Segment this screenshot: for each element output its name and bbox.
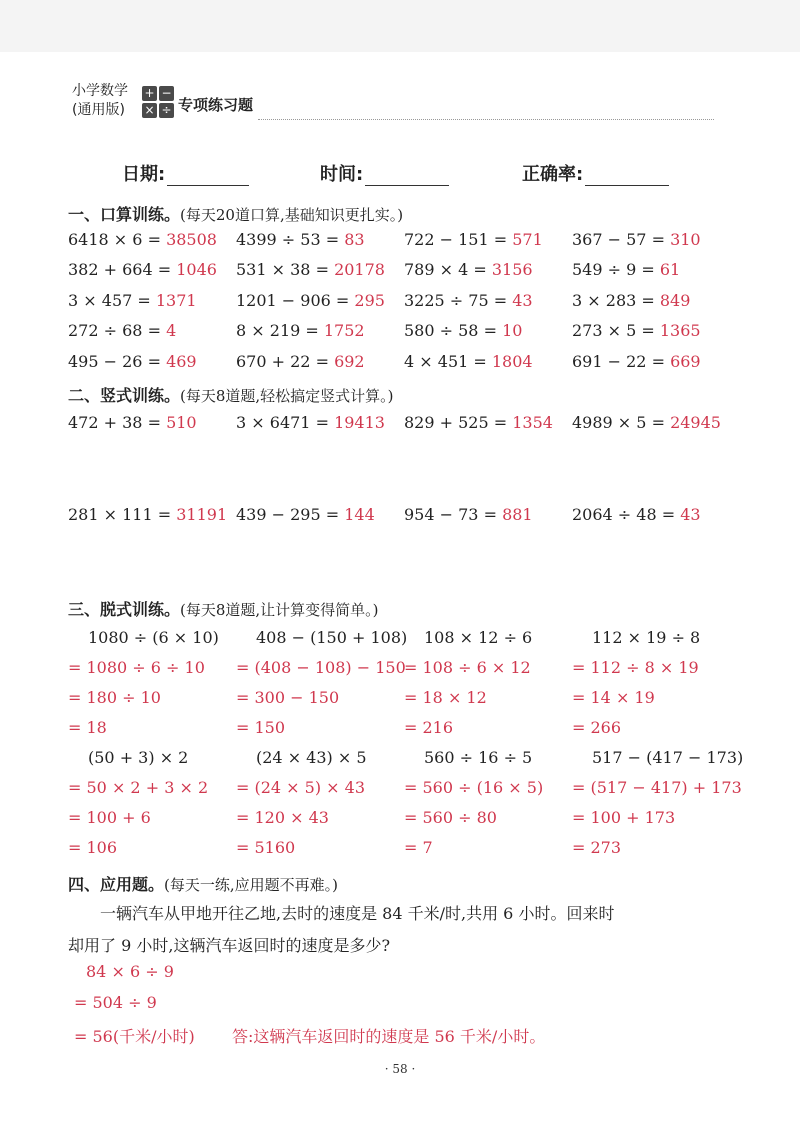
section-1-note: (每天20道口算,基础知识更扎实。)	[180, 206, 404, 224]
equation	[68, 505, 227, 524]
stepwise-step: = 273	[572, 838, 622, 857]
equation-answer: 849	[659, 291, 691, 310]
equation-question: 4989 × 5 =	[572, 413, 671, 432]
equation-answer: 310	[670, 230, 701, 249]
stepwise-step: = 1080 ÷ 6 ÷ 10	[68, 658, 205, 677]
date-blank[interactable]	[167, 163, 249, 186]
equation-answer: 1046	[176, 260, 217, 279]
equation-question: 531 × 38 =	[236, 260, 335, 279]
equation-answer: 3156	[491, 260, 533, 279]
stepwise-problem: 1080 ÷ (6 × 10)	[88, 628, 219, 647]
equation-question: 439 − 295 =	[236, 505, 345, 524]
section-2-note: (每天8道题,轻松搞定竖式计算。)	[180, 387, 394, 405]
equation	[404, 413, 553, 432]
date-label: 日期:	[122, 164, 166, 185]
equation-answer: 4	[166, 321, 177, 340]
equation-answer: 510	[166, 413, 197, 432]
equation	[236, 413, 385, 432]
equation-question: 3 × 457 =	[68, 291, 156, 310]
stepwise-step: = 112 ÷ 8 × 19	[572, 658, 699, 677]
date-field	[122, 160, 249, 186]
accuracy-label: 正确率:	[522, 164, 584, 185]
equation-row	[68, 505, 748, 531]
stepwise-problem: 517 − (417 − 173)	[592, 748, 744, 767]
equation	[236, 260, 385, 279]
equation-answer: 61	[659, 260, 681, 279]
equation-answer: 1354	[512, 413, 553, 432]
minus-icon: −	[159, 86, 174, 101]
equation	[404, 352, 533, 371]
equation-question: 789 × 4 =	[404, 260, 492, 279]
section-3-heading	[68, 597, 379, 620]
stepwise-step: = 300 − 150	[236, 688, 340, 707]
solution-step-2: = 504 ÷ 9	[74, 993, 157, 1012]
equation-answer: 469	[166, 352, 197, 371]
equation-question: 6418 × 6 =	[68, 230, 167, 249]
stepwise-step: = 5160	[236, 838, 296, 857]
equation-row	[68, 321, 748, 347]
info-bar	[122, 160, 702, 190]
equation	[236, 321, 365, 340]
solution-step-3: = 56(千米/小时)	[74, 1027, 195, 1046]
stepwise-problem: 560 ÷ 16 ÷ 5	[424, 748, 533, 767]
section-4-note: (每天一练,应用题不再难。)	[164, 876, 338, 894]
equation	[68, 321, 176, 340]
equation-question: 549 ÷ 9 =	[572, 260, 660, 279]
equation-row	[68, 260, 748, 286]
equation-answer: 1804	[491, 352, 533, 371]
equation-question: 495 − 26 =	[68, 352, 167, 371]
plus-icon: +	[142, 86, 157, 101]
equation-question: 4399 ÷ 53 =	[236, 230, 345, 249]
section-3-title: 三、脱式训练。	[68, 600, 181, 619]
brand-line-2: (通用版)	[72, 102, 125, 118]
equation-question: 580 ÷ 58 =	[404, 321, 503, 340]
stepwise-step: = 560 ÷ (16 × 5)	[404, 778, 544, 797]
section-1-title: 一、口算训练。	[68, 205, 181, 224]
equation-answer: 43	[680, 505, 701, 524]
stepwise-problem: 112 × 19 ÷ 8	[592, 628, 701, 647]
times-icon: ×	[142, 103, 157, 118]
equation-question: 382 + 664 =	[68, 260, 177, 279]
brand-line-1: 小学数学	[72, 83, 128, 99]
stepwise-problem: 108 × 12 ÷ 6	[424, 628, 533, 647]
equation	[404, 260, 533, 279]
equation-question: 8 × 219 =	[236, 321, 324, 340]
equation-question: 722 − 151 =	[404, 230, 513, 249]
stepwise-step: = (517 − 417) + 173	[572, 778, 742, 797]
equation	[572, 352, 701, 371]
equation	[68, 413, 197, 432]
stepwise-step: = (408 − 108) − 150	[236, 658, 406, 677]
equation-answer: 19413	[334, 413, 385, 432]
equation-row	[68, 413, 748, 439]
accuracy-field	[522, 160, 669, 186]
stepwise-step: = 7	[404, 838, 433, 857]
equation-answer: 31191	[176, 505, 228, 524]
equation-answer: 20178	[334, 260, 385, 279]
time-blank[interactable]	[365, 163, 449, 186]
equation-question: 272 ÷ 68 =	[68, 321, 167, 340]
time-field	[320, 160, 449, 186]
equation-question: 3 × 283 =	[572, 291, 660, 310]
equation	[236, 505, 375, 524]
equation	[68, 260, 217, 279]
book-title: 专项练习题	[178, 96, 254, 114]
top-band	[0, 0, 800, 52]
stepwise-step: = 120 × 43	[236, 808, 329, 827]
equation	[572, 291, 690, 310]
solution-step-1: 84 × 6 ÷ 9	[86, 962, 174, 981]
divide-icon: ÷	[159, 103, 174, 118]
equation-answer: 83	[344, 230, 365, 249]
equation-answer: 144	[344, 505, 375, 524]
stepwise-problem: (24 × 43) × 5	[256, 748, 367, 767]
equation-row	[68, 352, 748, 378]
stepwise-step: = 560 ÷ 80	[404, 808, 497, 827]
equation-row	[68, 230, 748, 256]
equation	[236, 230, 365, 249]
stepwise-problem: 408 − (150 + 108)	[256, 628, 408, 647]
equation-answer: 571	[512, 230, 543, 249]
stepwise-step: = 50 × 2 + 3 × 2	[68, 778, 209, 797]
equation	[572, 505, 701, 524]
equation-question: 2064 ÷ 48 =	[572, 505, 681, 524]
equation	[572, 260, 680, 279]
equation	[404, 291, 533, 310]
equation	[404, 321, 522, 340]
accuracy-blank[interactable]	[585, 163, 669, 186]
equation	[572, 321, 701, 340]
equation	[68, 352, 197, 371]
equation	[68, 291, 197, 310]
equation	[236, 291, 385, 310]
section-2-title: 二、竖式训练。	[68, 386, 181, 405]
word-problem-line-2: 却用了 9 小时,这辆汽车返回时的速度是多少?	[68, 936, 391, 955]
stepwise-step: = 14 × 19	[572, 688, 655, 707]
word-problem-line-1: 一辆汽车从甲地开往乙地,去时的速度是 84 千米/时,共用 6 小时。回来时	[100, 904, 615, 923]
equation	[68, 230, 217, 249]
section-4-title: 四、应用题。	[68, 875, 165, 894]
equation-answer: 692	[334, 352, 365, 371]
equation-answer: 1752	[323, 321, 365, 340]
equation	[572, 230, 701, 249]
stepwise-step: = 100 + 173	[572, 808, 676, 827]
equation-question: 3 × 6471 =	[236, 413, 335, 432]
section-1-heading	[68, 202, 403, 225]
equation-answer: 295	[354, 291, 385, 310]
stepwise-step: = 106	[68, 838, 118, 857]
equation-question: 954 − 73 =	[404, 505, 503, 524]
equation-question: 1201 − 906 =	[236, 291, 355, 310]
equation-question: 3225 ÷ 75 =	[404, 291, 513, 310]
operator-logo	[142, 86, 176, 120]
equation	[404, 230, 543, 249]
equation-question: 829 + 525 =	[404, 413, 513, 432]
time-label: 时间:	[320, 164, 364, 185]
stepwise-step: = 100 + 6	[68, 808, 151, 827]
stepwise-step: = 266	[572, 718, 622, 737]
equation-question: 472 + 38 =	[68, 413, 167, 432]
equation-answer: 881	[502, 505, 533, 524]
section-4-heading	[68, 872, 338, 895]
equation-answer: 24945	[670, 413, 721, 432]
equation-question: 367 − 57 =	[572, 230, 671, 249]
stepwise-step: = 216	[404, 718, 454, 737]
stepwise-step: = 180 ÷ 10	[68, 688, 161, 707]
stepwise-step: = 108 ÷ 6 × 12	[404, 658, 531, 677]
stepwise-problem: (50 + 3) × 2	[88, 748, 189, 767]
equation-question: 281 × 111 =	[68, 505, 177, 524]
section-2-heading	[68, 383, 394, 406]
solution-answer: 答:这辆汽车返回时的速度是 56 千米/小时。	[232, 1027, 546, 1046]
stepwise-step: = (24 × 5) × 43	[236, 778, 366, 797]
equation-row	[68, 291, 748, 317]
page-header	[72, 82, 712, 122]
header-divider	[258, 119, 714, 120]
stepwise-step: = 18 × 12	[404, 688, 487, 707]
equation-question: 4 × 451 =	[404, 352, 492, 371]
stepwise-step: = 18	[68, 718, 107, 737]
equation	[572, 413, 721, 432]
equation-answer: 10	[502, 321, 523, 340]
equation-question: 670 + 22 =	[236, 352, 335, 371]
equation-answer: 38508	[166, 230, 217, 249]
equation	[404, 505, 533, 524]
book-brand	[72, 82, 128, 120]
word-problem	[68, 898, 748, 962]
equation	[236, 352, 365, 371]
equation-answer: 1365	[659, 321, 701, 340]
page-number: · 58 ·	[384, 1062, 416, 1076]
section-3-note: (每天8道题,让计算变得简单。)	[180, 601, 379, 619]
stepwise-step: = 150	[236, 718, 286, 737]
equation-answer: 669	[670, 352, 701, 371]
equation-question: 691 − 22 =	[572, 352, 671, 371]
equation-answer: 1371	[155, 291, 197, 310]
equation-question: 273 × 5 =	[572, 321, 660, 340]
equation-answer: 43	[512, 291, 533, 310]
